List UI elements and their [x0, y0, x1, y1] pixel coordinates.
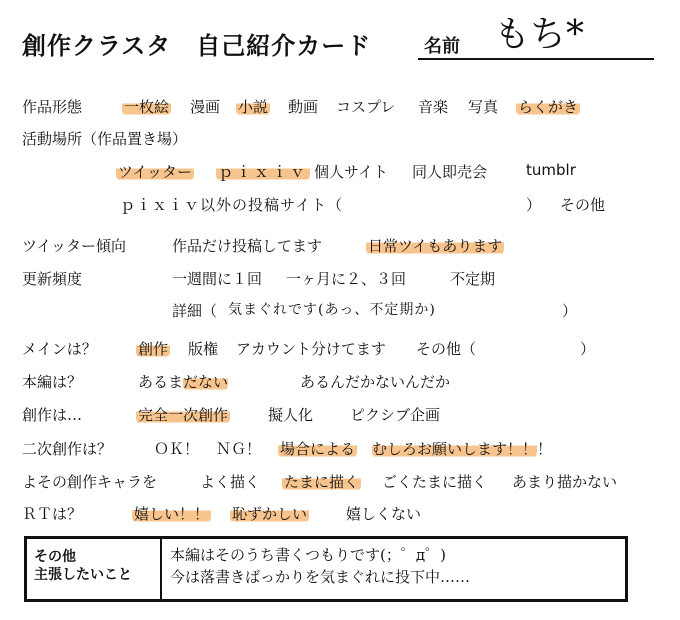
activity-paren-close: ）	[526, 196, 542, 214]
rt-option-unhappy: 嬉しくない	[346, 505, 422, 523]
works-option-video: 動画	[288, 98, 319, 116]
main-option-other: その他（	[416, 340, 477, 358]
works-label: 作品形態	[22, 98, 83, 116]
works-option-music: 音楽	[418, 98, 449, 116]
works-option-novel: 小説	[238, 98, 269, 116]
name-label: 名前	[424, 36, 460, 57]
activity-option-twitter: ツイッター	[118, 163, 192, 181]
main-option-separate-accounts: アカウント分けてます	[236, 340, 386, 358]
claims-label-line1: その他	[34, 549, 76, 565]
frequency-detail-label: 詳細（	[172, 302, 218, 320]
activity-label: 活動場所（作品置き場）	[22, 130, 188, 148]
works-option-manga: 漫画	[190, 98, 221, 116]
twitter-option-daily: 日常ツイもあります	[368, 237, 503, 255]
draw-others-label: よその創作キャラを	[22, 473, 158, 491]
frequency-option-weekly: 一週間に１回	[172, 270, 263, 288]
frequency-detail-close: ）	[562, 302, 578, 320]
main-label: メインは？	[22, 340, 97, 358]
activity-option-pixiv: ｐｉｘｉｖ	[218, 163, 309, 181]
works-option-cosplay: コスプレ	[336, 98, 396, 116]
card-title: 創作クラスタ 自己紹介カード	[22, 32, 372, 60]
works-option-doodle: らくがき	[518, 98, 579, 116]
main-paren-close: ）	[580, 340, 596, 358]
twitter-label: ツイッター傾向	[22, 237, 126, 255]
honpen-label: 本編は？	[22, 373, 83, 391]
activity-option-personal-site: 個人サイト	[314, 163, 388, 181]
rt-label: ＲＴは？	[22, 505, 83, 523]
claims-divider	[160, 537, 162, 601]
draw-others-option-seldom: あまり描かない	[512, 473, 618, 491]
name-value: もち*	[494, 14, 585, 55]
niji-option-depends: 場合による	[280, 440, 356, 458]
claims-label-line2: 主張したいこと	[34, 567, 132, 583]
claims-text-line2: 今は落書きばっかりを気まぐれに投下中……	[170, 568, 471, 586]
honpen-option-not-yet-prefix: あるま	[138, 373, 184, 391]
niji-option-please-tail: ！	[537, 440, 553, 458]
niji-label: 二次創作は？	[22, 440, 113, 458]
activity-option-other-sites: ｐｉｘｉｖ以外の投稿サイト（	[120, 196, 343, 214]
honpen-option-not-yet-highlight: だない	[183, 373, 229, 391]
draw-others-option-often: よく描く	[200, 473, 261, 491]
rt-option-embarrassed: 恥ずかしい	[232, 505, 308, 523]
frequency-detail-value: 気まぐれです(あっ、不定期か)	[228, 302, 436, 318]
frequency-option-irregular: 不定期	[450, 270, 496, 288]
activity-option-doujin-event: 同人即売会	[412, 163, 488, 181]
honpen-option-unclear: あるんだかないんだか	[300, 373, 451, 391]
activity-option-tumblr: tumblr	[526, 161, 576, 179]
main-option-fanwork: 版権	[188, 340, 219, 358]
frequency-label: 更新頻度	[22, 270, 83, 288]
draw-others-option-rarely: ごくたまに描く	[382, 473, 488, 491]
niji-option-ng: ＮＧ！	[216, 440, 262, 458]
name-underline	[418, 58, 654, 60]
sosaku-option-fully-original: 完全一次創作	[138, 406, 229, 424]
activity-option-other: その他	[560, 196, 606, 214]
niji-option-ok: ＯＫ！	[154, 440, 200, 458]
sosaku-option-pixiv-project: ピクシブ企画	[350, 406, 441, 424]
twitter-option-works-only: 作品だけ投稿してます	[172, 237, 323, 255]
claims-text-line1: 本編はそのうち書くつもりです(；゜д゜)	[170, 546, 446, 564]
sosaku-option-anthropomorphism: 擬人化	[268, 406, 314, 424]
niji-option-please-highlight: むしろお願いします！！	[372, 440, 538, 458]
works-option-illustration: 一枚絵	[124, 98, 170, 116]
main-option-original: 創作	[138, 340, 169, 358]
works-option-photo: 写真	[468, 98, 499, 116]
rt-option-happy: 嬉しい！！	[134, 505, 210, 523]
sosaku-label: 創作は…	[22, 406, 83, 424]
frequency-option-monthly: 一ヶ月に２、３回	[286, 270, 407, 288]
draw-others-option-sometimes: たまに描く	[284, 473, 360, 491]
